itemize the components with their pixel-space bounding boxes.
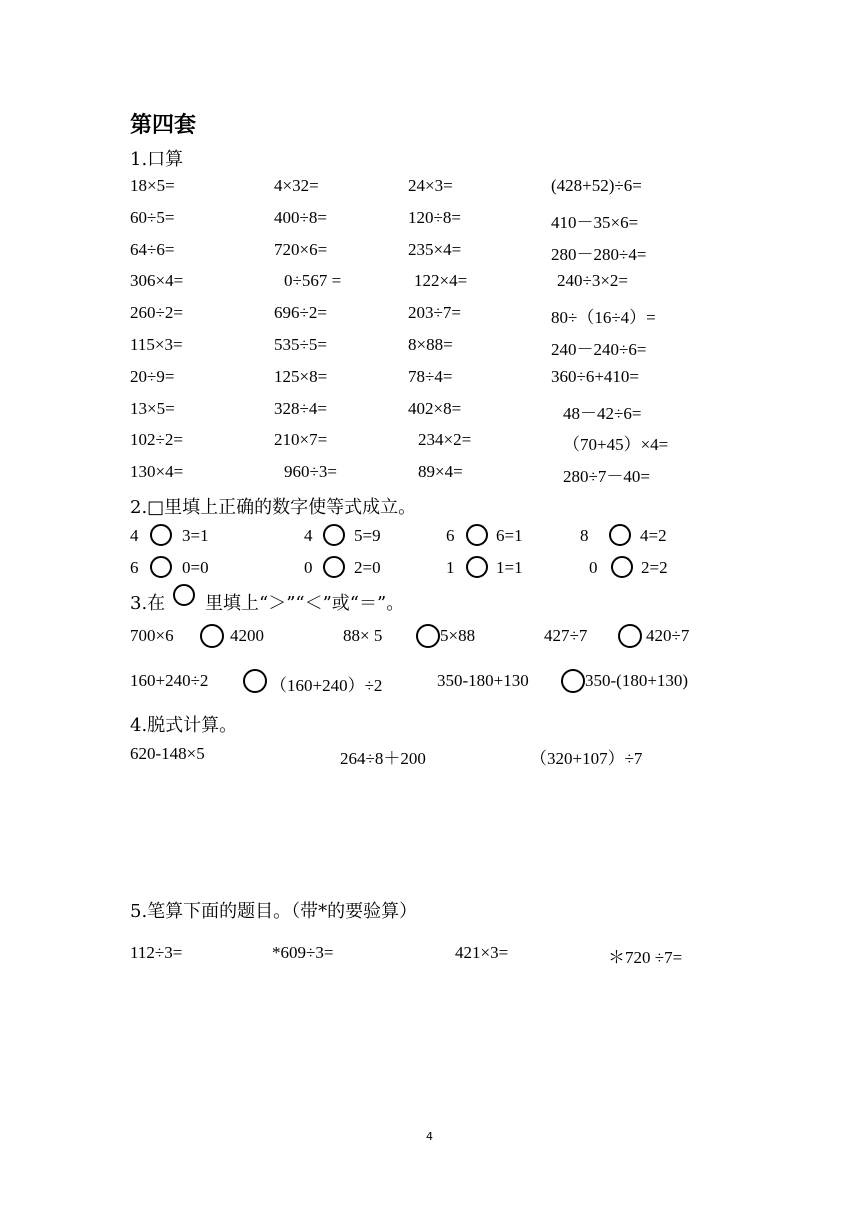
oral-item: 60÷5= <box>130 207 175 227</box>
oral-item: 122×4= <box>414 271 468 291</box>
page-number: 4 <box>426 1130 433 1143</box>
oral-item: 13×5= <box>130 398 175 418</box>
oral-item: 78÷4= <box>408 366 453 386</box>
oral-item: 960÷3= <box>284 462 337 482</box>
written-calc-item: ＊720 ÷7= <box>608 948 683 967</box>
oral-item: (428+52)÷6= <box>551 176 642 195</box>
oral-item: 410－35×6= <box>551 212 639 232</box>
oral-item: 102÷2= <box>130 430 183 450</box>
blank-circle-icon[interactable] <box>323 556 345 578</box>
step-calc-item: （320+107）÷7 <box>530 749 643 768</box>
oral-item: 210×7= <box>274 430 328 450</box>
compare-circle-icon[interactable] <box>561 669 585 693</box>
oral-item: 535÷5= <box>274 335 327 354</box>
oral-item: （70+45）×4= <box>563 435 669 455</box>
page-title: 第四套 <box>130 113 197 138</box>
section-4-heading: 4.脱式计算。 <box>130 715 238 736</box>
compare-circle-icon[interactable] <box>416 624 440 648</box>
oral-item: 8×88= <box>408 335 453 354</box>
written-calc-item: 112÷3= <box>130 943 183 962</box>
compare-circle-icon[interactable] <box>243 669 267 693</box>
oral-item: 89×4= <box>418 462 463 482</box>
blank-circle-icon[interactable] <box>323 524 345 546</box>
oral-item: 120÷8= <box>408 207 461 227</box>
oral-item: 64÷6= <box>130 239 175 259</box>
written-calc-item: *609÷3= <box>272 943 334 962</box>
oral-item: 720×6= <box>274 239 328 259</box>
compare-left: 350-180+130 <box>437 671 529 690</box>
oral-item: 400÷8= <box>274 207 327 227</box>
blank-circle-icon[interactable] <box>609 524 631 546</box>
oral-item: 360÷6+410= <box>551 366 640 386</box>
fill-left-operand: 1 <box>446 558 455 577</box>
oral-item: 130×4= <box>130 462 184 482</box>
fill-right-expression: 2=0 <box>354 558 381 577</box>
oral-item: 696÷2= <box>274 303 327 323</box>
fill-right-expression: 5=9 <box>354 526 381 545</box>
fill-right-expression: 3=1 <box>182 526 209 545</box>
oral-item: 80÷（16÷4）= <box>551 308 656 328</box>
blank-circle-icon[interactable] <box>150 524 172 546</box>
oral-item: 280－280÷4= <box>551 244 647 264</box>
compare-left: 160+240÷2 <box>130 671 209 690</box>
fill-left-operand: 4 <box>304 526 313 545</box>
compare-right: 420÷7 <box>646 626 690 645</box>
compare-circle-icon[interactable] <box>618 624 642 648</box>
section-5-heading: 5.笔算下面的题目。（带*的要验算） <box>130 901 418 922</box>
oral-item: 0÷567 = <box>284 271 342 291</box>
oral-item: 280÷7－40= <box>563 467 650 487</box>
blank-circle-icon[interactable] <box>611 556 633 578</box>
written-calc-item: 421×3= <box>455 943 509 962</box>
compare-right: （160+240）÷2 <box>270 676 383 695</box>
step-calc-item: 620-148×5 <box>130 744 205 763</box>
fill-left-operand: 0 <box>589 558 598 577</box>
fill-right-expression: 1=1 <box>496 558 523 577</box>
step-calc-item: 264÷8＋200 <box>340 749 426 768</box>
oral-item: 328÷4= <box>274 398 327 418</box>
section-1-heading: 1.口算 <box>130 149 184 170</box>
compare-right: 5×88 <box>440 626 476 645</box>
oral-item: 115×3= <box>130 335 183 354</box>
compare-left: 427÷7 <box>544 626 588 645</box>
fill-right-expression: 2=2 <box>641 558 668 577</box>
oral-item: 48－42÷6= <box>563 403 642 423</box>
fill-right-expression: 0=0 <box>182 558 209 577</box>
section-3-pre: 3.在 <box>130 593 166 614</box>
fill-left-operand: 4 <box>130 526 139 545</box>
section-3-post: 里填上“＞”“＜”或“＝”。 <box>205 593 405 614</box>
oral-item: 24×3= <box>408 176 453 195</box>
blank-circle-icon[interactable] <box>466 524 488 546</box>
oral-item: 125×8= <box>274 366 328 386</box>
blank-circle-icon[interactable] <box>466 556 488 578</box>
section-2-heading: 2.□里填上正确的数字使等式成立。 <box>130 497 417 518</box>
fill-left-operand: 0 <box>304 558 313 577</box>
compare-right: 4200 <box>230 626 264 645</box>
oral-item: 240÷3×2= <box>557 271 629 291</box>
circle-icon <box>173 584 195 606</box>
fill-left-operand: 6 <box>130 558 139 577</box>
oral-item: 240－240÷6= <box>551 340 647 359</box>
compare-circle-icon[interactable] <box>200 624 224 648</box>
compare-right: 350-(180+130) <box>585 671 689 690</box>
fill-right-expression: 4=2 <box>640 526 667 545</box>
fill-right-expression: 6=1 <box>496 526 523 545</box>
oral-item: 18×5= <box>130 176 175 195</box>
blank-circle-icon[interactable] <box>150 556 172 578</box>
oral-item: 235×4= <box>408 239 462 259</box>
fill-left-operand: 8 <box>580 526 589 545</box>
fill-left-operand: 6 <box>446 526 455 545</box>
oral-item: 4×32= <box>274 176 319 195</box>
oral-item: 306×4= <box>130 271 184 291</box>
compare-left: 700×6 <box>130 626 174 645</box>
oral-item: 20÷9= <box>130 366 175 386</box>
compare-left: 88× 5 <box>343 626 383 645</box>
oral-item: 234×2= <box>418 430 472 450</box>
oral-item: 203÷7= <box>408 303 461 323</box>
oral-item: 402×8= <box>408 398 462 418</box>
oral-item: 260÷2= <box>130 303 183 323</box>
